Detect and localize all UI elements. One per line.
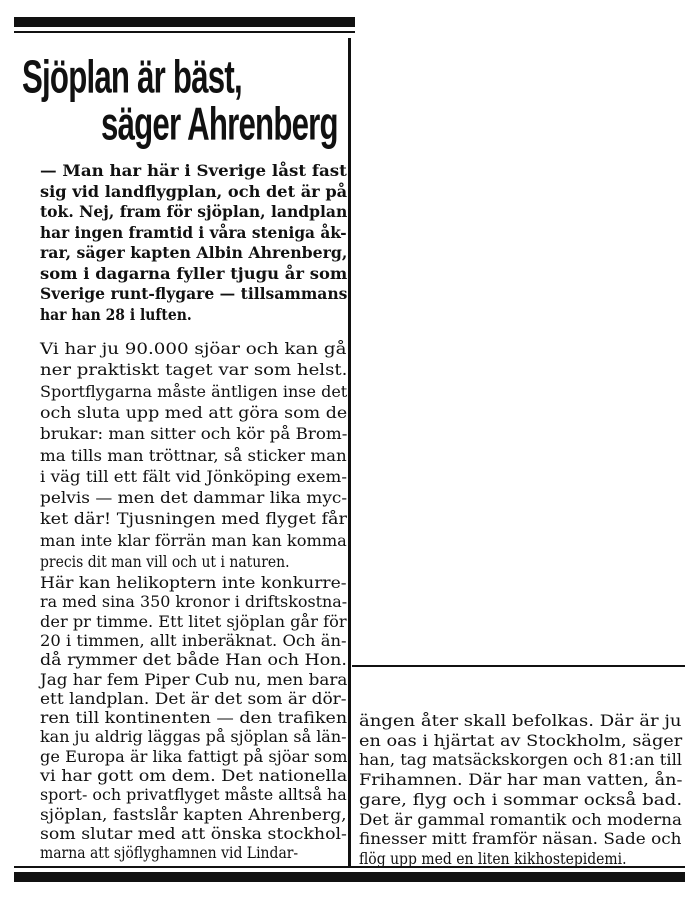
- lead-line: har ingen framtid i våra steniga åk-: [40, 222, 347, 242]
- paragraph-1-line: Vi har ju 90.000 sjöar och kan gå: [40, 340, 347, 358]
- paragraph-1-line: pelvis — men det dammar lika myc-: [40, 489, 348, 508]
- lead-line: Sverige runt-flygare — tillsammans: [40, 284, 348, 303]
- column-2-line: Frihamnen. Där har man vatten, ån-: [359, 771, 683, 790]
- headline-line-2: säger Ahrenberg: [101, 99, 338, 150]
- paragraph-2-line: Här kan helikoptern inte konkurre-: [40, 574, 347, 592]
- column-divider: [348, 38, 351, 866]
- column-2-line: gare, flyg och i sommar också bad.: [359, 790, 683, 809]
- paragraph-1-line: ket där! Tjusningen med flyget får: [40, 510, 347, 529]
- paragraph-1-line: precis dit man vill och ut i naturen.: [40, 553, 290, 571]
- paragraph-2-line: ge Europa är lika fattigt på sjöar som: [40, 747, 348, 766]
- lead-line: som i dagarna fyller tjugu år som: [40, 263, 348, 283]
- column-2-line: en oas i hjärtat av Stockholm, säger: [359, 731, 683, 750]
- column-2-line: ängen åter skall befolkas. Där är ju: [359, 712, 682, 730]
- paragraph-2-line: sjöplan, fastslår kapten Ahrenberg,: [40, 805, 347, 824]
- right-column-top-rule: [352, 665, 685, 667]
- column-2-line: finesser mitt framför näsan. Sade och: [359, 830, 682, 849]
- lead-line: rar, säger kapten Albin Ahrenberg,: [40, 243, 348, 262]
- paragraph-2-line: kan ju aldrig läggas på sjöplan så län-: [40, 728, 347, 747]
- column-2-line: Det är gammal romantik och moderna: [359, 810, 682, 829]
- paragraph-2-line: der pr timme. Ett litet sjöplan går för: [40, 612, 347, 631]
- paragraph-2-line: marna att sjöflyghamnen vid Lindar-: [40, 844, 299, 863]
- paragraph-1-line: Sportflygarna måste äntligen inse det: [40, 382, 348, 401]
- paragraph-2-line: sport- och privatflyget måste alltså ha: [40, 786, 347, 805]
- paragraph-2-line: som slutar med att önska stockhol-: [40, 824, 347, 843]
- paragraph-1-line: i väg till ett fält vid Jönköping exem-: [40, 467, 347, 486]
- paragraph-2-line: 20 i timmen, allt inberäknat. Och än-: [40, 631, 347, 650]
- top-thin-rule: [14, 31, 355, 33]
- paragraph-2-line: Jag har fem Piper Cub nu, men bara: [40, 670, 348, 689]
- paragraph-1-line: och sluta upp med att göra som de: [40, 403, 348, 422]
- paragraph-2-line: ett landplan. Det är det som är dör-: [40, 689, 347, 708]
- lead-line: — Man har här i Sverige låst fast: [40, 161, 347, 180]
- lead-line: tok. Nej, fram för sjöplan, landplan: [40, 202, 348, 221]
- lead-line: har han 28 i luften.: [40, 304, 192, 324]
- column-2-line: flög upp med en liten kikhostepidemi.: [359, 849, 627, 868]
- paragraph-2-line: ra med sina 350 kronor i driftskostna-: [40, 593, 348, 612]
- top-thick-rule: [14, 17, 355, 27]
- paragraph-2-line: vi har gott om dem. Det nationella: [40, 767, 348, 785]
- headline-line-1: Sjöplan är bäst,: [22, 52, 242, 103]
- bottom-thick-rule: [14, 872, 685, 882]
- lead-line: sig vid landflygplan, och det är på: [40, 181, 348, 201]
- column-2-line: han, tag matsäckskorgen och 81:an till: [359, 751, 683, 770]
- paragraph-1-line: ner praktiskt taget var som helst.: [40, 361, 348, 380]
- paragraph-2-line: då rymmer det både Han och Hon.: [40, 651, 347, 670]
- paragraph-2-line: ren till kontinenten — den trafiken: [40, 709, 348, 728]
- paragraph-1-line: brukar: man sitter och kör på Brom-: [40, 425, 348, 444]
- paragraph-1-line: man inte klar förrän man kan komma: [40, 531, 347, 550]
- paragraph-1-line: ma tills man tröttnar, så sticker man: [40, 446, 347, 465]
